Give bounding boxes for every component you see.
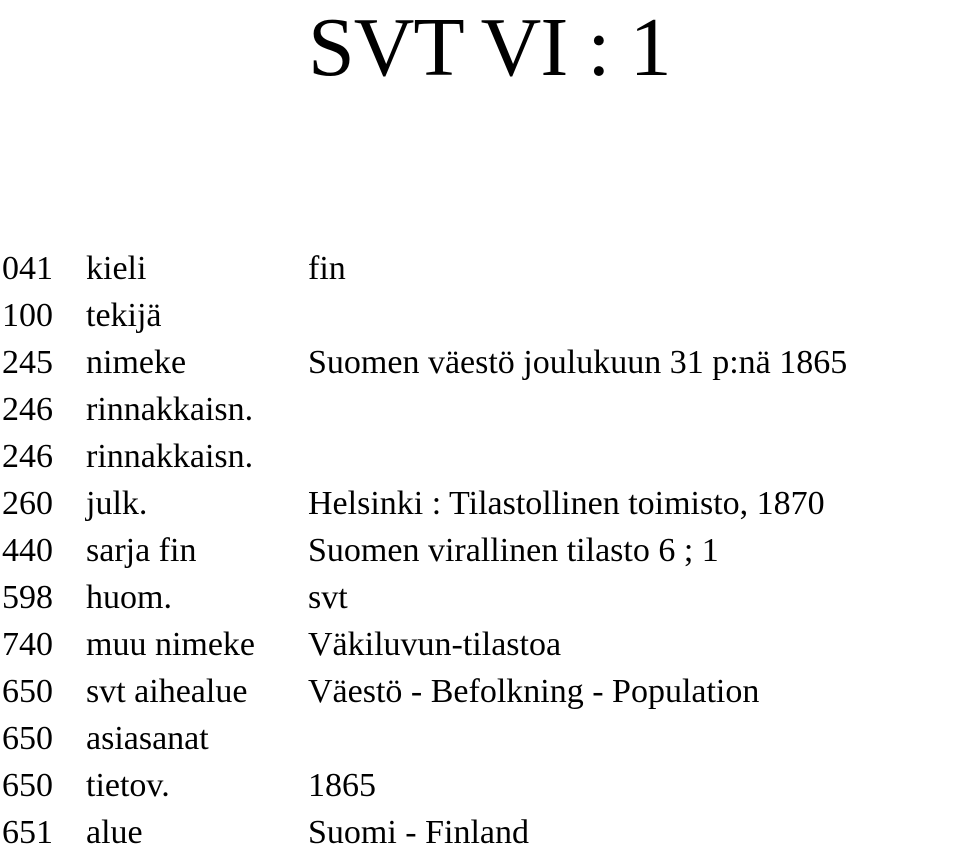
field-code: 245 — [2, 344, 53, 381]
record-row — [0, 621, 960, 668]
document-title: SVT VI : 1 — [308, 1, 671, 94]
field-code: 650 — [2, 673, 53, 710]
field-label: asiasanat — [86, 720, 209, 757]
field-code: 440 — [2, 532, 53, 569]
record-row — [0, 574, 960, 621]
field-label: sarja fin — [86, 532, 197, 569]
field-label: tekijä — [86, 297, 162, 334]
field-label: huom. — [86, 579, 172, 616]
record-row — [0, 668, 960, 715]
record-list — [0, 245, 960, 856]
field-code: 260 — [2, 485, 53, 522]
record-row — [0, 339, 960, 386]
field-value: Suomi - Finland — [308, 814, 530, 851]
record-row — [0, 433, 960, 480]
field-value: Suomen väestö joulukuun 31 p:nä 1865 — [308, 344, 848, 381]
field-label: rinnakkaisn. — [86, 391, 254, 428]
field-label: julk. — [86, 485, 148, 522]
field-code: 650 — [2, 720, 53, 757]
field-value: svt — [308, 579, 348, 616]
field-code: 740 — [2, 626, 53, 663]
record-row — [0, 292, 960, 339]
field-code: 041 — [2, 250, 53, 287]
field-code: 650 — [2, 767, 53, 804]
field-label: kieli — [86, 250, 147, 287]
field-value: fin — [308, 250, 346, 287]
field-code: 100 — [2, 297, 53, 334]
record-row — [0, 527, 960, 574]
field-label: nimeke — [86, 344, 187, 381]
field-code: 246 — [2, 438, 53, 475]
field-value: Väestö - Befolkning - Population — [308, 673, 760, 710]
field-label: svt aihealue — [86, 673, 248, 710]
record-row — [0, 245, 960, 292]
field-label: tietov. — [86, 767, 170, 804]
field-label: rinnakkaisn. — [86, 438, 254, 475]
field-label: muu nimeke — [86, 626, 256, 663]
field-code: 246 — [2, 391, 53, 428]
record-row — [0, 386, 960, 433]
field-value: 1865 — [308, 767, 376, 804]
field-code: 651 — [2, 814, 53, 851]
record-row — [0, 480, 960, 527]
record-row — [0, 762, 960, 809]
field-value: Helsinki : Tilastollinen toimisto, 1870 — [308, 485, 825, 522]
field-code: 598 — [2, 579, 53, 616]
record-row — [0, 715, 960, 762]
record-row — [0, 809, 960, 856]
field-label: alue — [86, 814, 143, 851]
field-value: Suomen virallinen tilasto 6 ; 1 — [308, 532, 719, 569]
field-value: Väkiluvun-tilastoa — [308, 626, 562, 663]
